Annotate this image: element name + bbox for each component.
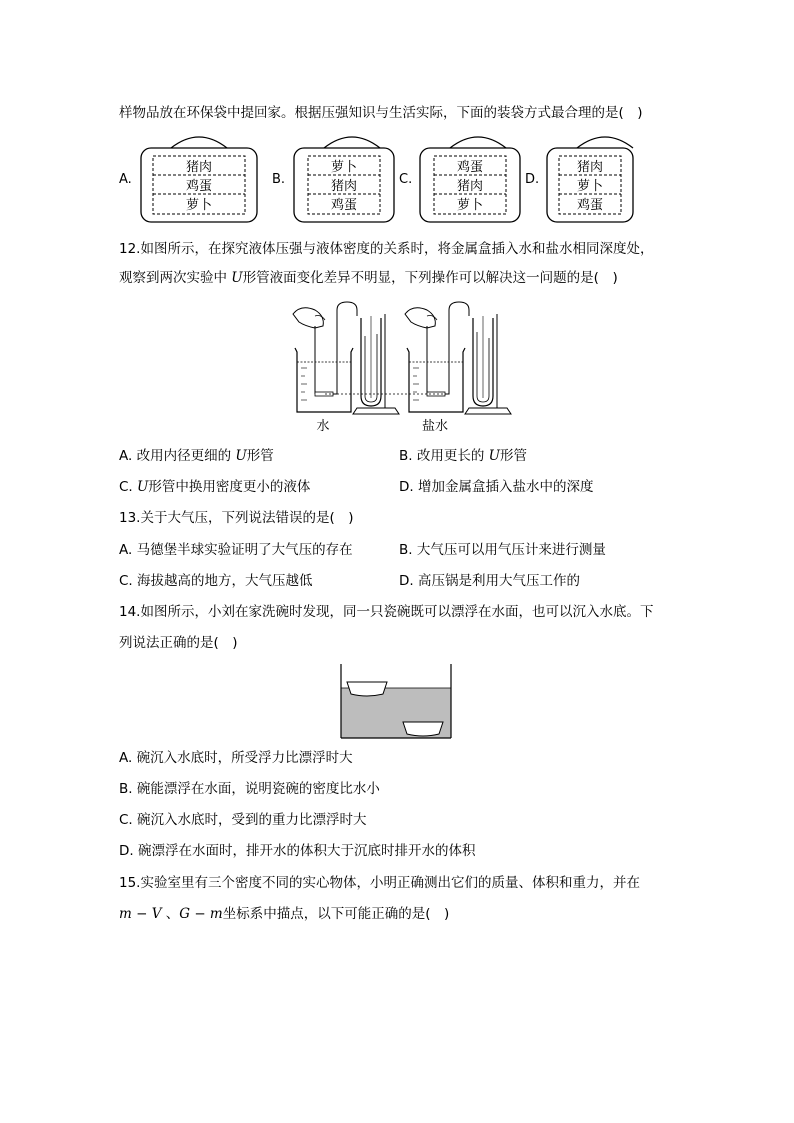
bag-a-item-3: 萝卜 [185, 198, 213, 213]
q12-c-u: U [137, 479, 149, 495]
q15-stem-line2 [119, 905, 449, 923]
q12-a-pre: A. 改用内径更细的 [119, 448, 236, 464]
q12-option-a[interactable] [119, 447, 274, 465]
label-water: 水 [316, 419, 330, 434]
bag-d-item-1: 猪肉 [576, 160, 604, 175]
q14-option-d[interactable]: D. 碗漂浮在水面时，排开水的体积大于沉底时排开水的体积 [119, 843, 476, 859]
q12-c-pre: C. [119, 479, 138, 495]
q13-option-c[interactable]: C. 海拔越高的地方，大气压越低 [119, 573, 313, 589]
q12-line2-b: 形管液面变化差异不明显，下列操作可以解决这一问题的是( ) [242, 270, 618, 286]
q11-bag-figure [115, 130, 635, 225]
q12-b-u: U [488, 448, 501, 464]
q13-stem: 13.关于大气压，下列说法错误的是( ) [119, 510, 354, 526]
bag-d [547, 137, 633, 222]
bag-c-item-2: 猪肉 [456, 179, 484, 194]
bag-b-item-2: 猪肉 [330, 179, 358, 194]
bag-d-item-2: 萝卜 [576, 179, 604, 194]
q14-bowl-tank-figure [337, 660, 457, 740]
bags-drawing [115, 130, 635, 225]
label-saltwater: 盐水 [421, 419, 449, 434]
q12-a-u: U [235, 448, 247, 464]
q15-line2-tail: 坐标系中描点，以下可能正确的是( ) [222, 906, 450, 922]
q15-math-mv: m − V [119, 906, 162, 922]
q12-stem-line2 [119, 269, 618, 287]
floating-bowl [347, 682, 387, 696]
q15-math-gm: G − m [179, 906, 223, 922]
q14-stem-line1: 14.如图所示，小刘在家洗碗时发现，同一只瓷碗既可以漂浮在水面，也可以沉入水底。下 [119, 604, 654, 620]
q12-stem-line1: 12.如图所示，在探究液体压强与液体密度的关系时，将金属盒插入水和盐水相同深度处， [119, 241, 654, 257]
bag-a-item-2: 鸡蛋 [185, 179, 213, 194]
q14-option-b[interactable]: B. 碗能漂浮在水面，说明瓷碗的密度比水小 [119, 781, 380, 797]
bag-a [141, 137, 257, 222]
q12-option-b[interactable] [399, 447, 527, 465]
bag-c-item-3: 萝卜 [456, 198, 484, 213]
water-setup [293, 302, 399, 414]
bag-d-item-3: 鸡蛋 [576, 198, 604, 213]
q12-line2-a: 观察到两次实验中 [119, 270, 232, 286]
q15-stem-line1: 15.实验室里有三个密度不同的实心物体，小明正确测出它们的质量、体积和重力，并在 [119, 875, 640, 891]
q13-option-b[interactable]: B. 大气压可以用气压计来进行测量 [399, 542, 606, 558]
q14-stem-line2: 列说法正确的是( ) [119, 635, 238, 651]
q12-manometer-figure [285, 296, 535, 436]
q14-option-a[interactable]: A. 碗沉入水底时，所受浮力比漂浮时大 [119, 750, 353, 766]
q12-option-c[interactable] [119, 478, 310, 496]
q13-option-a[interactable]: A. 马德堡半球实验证明了大气压的存在 [119, 542, 353, 558]
q12-line2-u: U [231, 270, 243, 286]
q15-separator: 、 [161, 906, 180, 922]
bag-c-letter: C. [399, 172, 413, 187]
q14-option-c[interactable]: C. 碗沉入水底时，受到的重力比漂浮时大 [119, 812, 367, 828]
bag-b-letter: B. [272, 172, 286, 187]
bag-a-item-1: 猪肉 [185, 160, 213, 175]
saltwater-setup [405, 302, 511, 414]
q12-c-post: 形管中换用密度更小的液体 [148, 479, 311, 495]
q13-option-d[interactable]: D. 高压锅是利用大气压工作的 [399, 573, 580, 589]
bag-a-letter: A. [119, 172, 132, 187]
bag-c [420, 137, 520, 222]
q12-b-pre: B. 改用更长的 [399, 448, 489, 464]
bag-b-item-3: 鸡蛋 [330, 198, 358, 213]
q12-b-post: 形管 [500, 448, 528, 464]
bag-b-item-1: 萝卜 [330, 160, 358, 175]
q11-stem-tail: 样物品放在环保袋中提回家。根据压强知识与生活实际，下面的装袋方式最合理的是( ) [119, 105, 643, 121]
bag-c-item-1: 鸡蛋 [456, 160, 484, 175]
q12-option-d[interactable] [399, 478, 593, 496]
bag-b [294, 137, 394, 222]
q12-a-post: 形管 [246, 448, 274, 464]
bag-d-letter: D. [525, 172, 540, 187]
q12-d-text: D. 增加金属盒插入盐水中的深度 [399, 479, 594, 495]
sunken-bowl [403, 722, 443, 736]
